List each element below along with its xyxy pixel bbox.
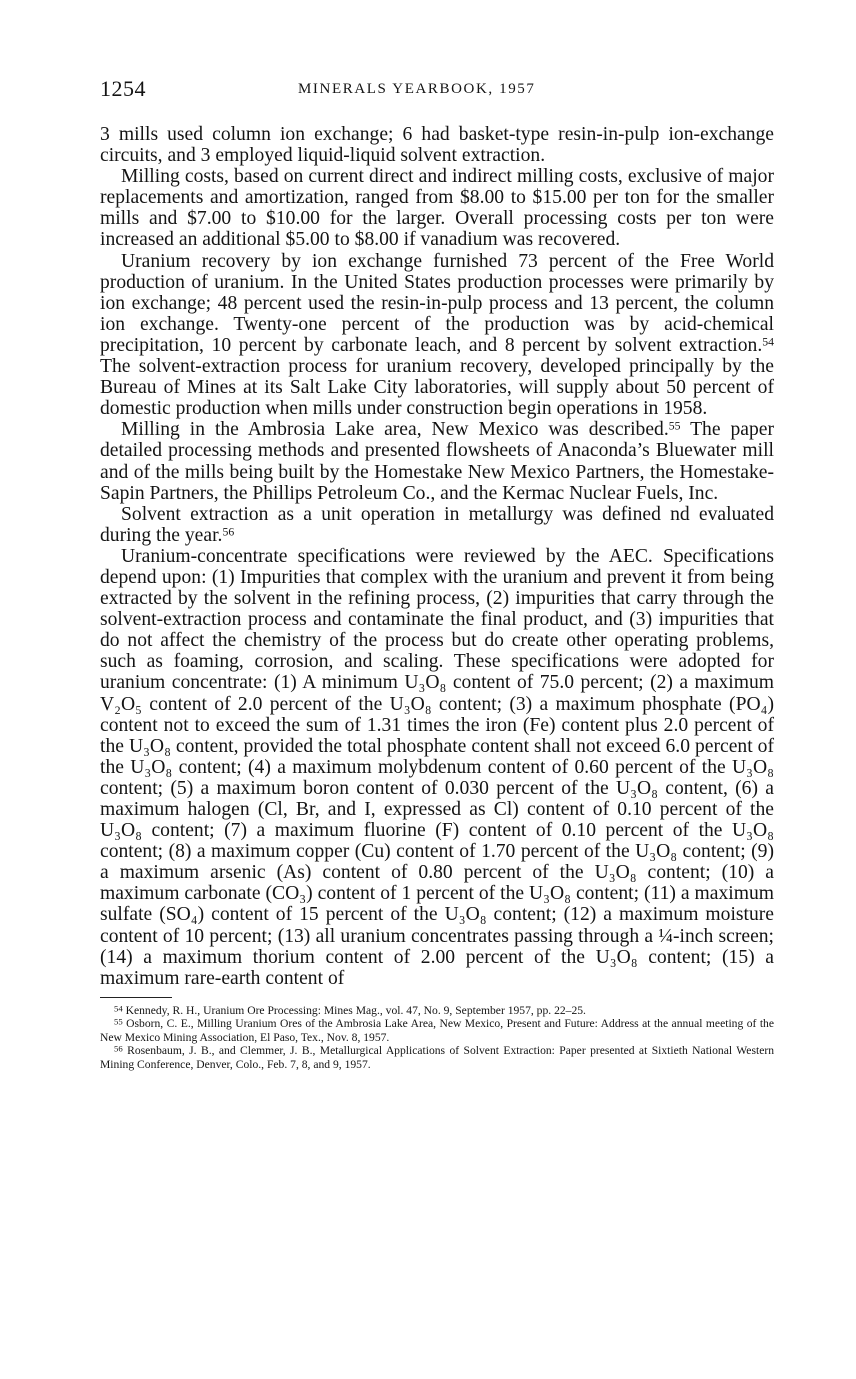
footnote-55-text: Osborn, C. E., Milling Uranium Ores of the Ambrosia Lake Area, New Mexico, Present and Future: Address at the annual meeting of the New Mexico Mining Association, El Paso, Tex., Nov. 8, 1957. <box>100 1017 774 1044</box>
paragraph-solvent-extraction-text: Solvent extraction as a unit operation in metallurgy was defined nd evaluated during the year. <box>100 503 774 546</box>
paragraph-uranium-recovery-text-2: The solvent-extraction process for uranium recovery, developed principally by the Bureau of Mines at its Salt Lake City laboratories, will supply about 50 percent of domestic production when mills under construction begin operations in 1958. <box>100 356 774 420</box>
footnote-54-text: Kennedy, R. H., Uranium Ore Processing: Mines Mag., vol. 47, No. 9, September 1957, pp. 22–25. <box>125 1003 586 1017</box>
paragraph-uranium-recovery-text: Uranium recovery by ion exchange furnished 73 percent of the Free World production of uranium. In the United States production processes were primarily by ion exchange; 48 percent used the resin-in-pulp process and 13 percent, the column ion exchange. Twenty-one percent of the production was by acid-chemical precipitation, 10 percent by carbonate leach, and 8 percent by solvent extraction. <box>100 250 774 356</box>
paragraph-milling-costs <box>100 166 774 250</box>
running-head: MINERALS YEARBOOK, 1957 <box>298 81 536 97</box>
footnote-56-text: Rosenbaum, J. B., and Clemmer, J. B., Metallurgical Applications of Solvent Extraction: Paper presented at Sixtieth National Western Mining Conference, Denver, Colo., Feb. 7, 8, and 9, 1957. <box>100 1044 774 1071</box>
paragraph-milling-costs-text: Milling costs, based on current direct and indirect milling costs, exclusive of major replacements and amortization, ranged from $8.00 to $15.00 per ton for the smaller mills and $7.00 to $10.00 for the larger. Overall processing costs per ton were increased an additional $5.00 to $8.00 if vanadium was recovered. <box>100 166 774 251</box>
paragraph-specifications <box>100 546 774 989</box>
paragraph-ambrosia-lake-text: Milling in the Ambrosia Lake area, New Mexico was described. <box>121 419 669 441</box>
paragraph-1 <box>100 124 774 166</box>
paragraph-solvent-extraction <box>100 504 774 546</box>
footnote-54 <box>100 1004 774 1018</box>
document-page <box>100 76 774 1071</box>
paragraph-uranium-recovery <box>100 251 774 420</box>
paragraph-ambrosia-lake-text-2: The paper detailed processing methods and presented flowsheets of Anaconda’s Bluewater mill and of the mills being built by the Homestake New Mexico Partners, the Homestake-Sapin Partners, the Phillips Petroleum Co., and the Kermac Nuclear Fuels, Inc. <box>100 419 775 504</box>
footnote-56 <box>100 1044 774 1071</box>
page-number: 1254 <box>100 76 146 101</box>
footnote-ref-55[interactable]: 55 <box>668 420 681 434</box>
footnote-divider <box>100 997 172 998</box>
paragraph-specifications-text: Uranium-concentrate specifications were reviewed by the AEC. Specifications depend upon: (1) Impurities that complex with the uranium and prevent it from being extracted by the solvent in the refining process, (2) impurities that carry through the solvent-extraction process and contaminate the final product, and (3) impurities that do not affect the chemistry of the process but do create other operating problems, such as foaming, corrosion, and scaling. These specifications were adopted for uranium concentrate: (1) A minimum U₃O₈ content of 75.0 percent; (2) a maximum V₂O₅ content of 2.0 percent of the U₃O₈ content; (3) a maximum phosphate (PO₄) content not to exceed the sum of 1.31 times the iron (Fe) content plus 2.0 percent of the U₃O₈ content, provided the total phosphate content shall not exceed 6.0 percent of the U₃O₈ content; (4) a maximum molybdenum content of 0.60 percent of the U₃O₈ content; (5) a maximum boron content of 0.030 percent of the U₃O₈ content, (6) a maximum halogen (Cl, Br, and I, expressed as Cl) content of 0.10 percent of the U₃O₈ content; (7) a maximum fluorine (F) content of 0.10 percent of the U₃O₈ content; (8) a maximum copper (Cu) content of 1.70 percent of the U₃O₈ content; (9) a maximum arsenic (As) content of 0.80 percent of the U₃O₈ content; (10) a maximum carbonate (CO₃) content of 1 percent of the U₃O₈ content; (11) a maximum sulfate (SO₄) content of 15 percent of the U₃O₈ content; (12) a maximum moisture content of 10 percent; (13) all uranium concentrates passing through a ¼-inch screen; (14) a maximum thorium content of 2.00 percent of the U₃O₈ content; (15) a maximum rare-earth content of <box>100 545 774 989</box>
footnote-56-mark: 56 <box>114 1043 123 1054</box>
footnote-55-mark: 55 <box>114 1016 123 1027</box>
body-text <box>100 124 774 989</box>
page-header <box>100 76 774 110</box>
paragraph-ambrosia-lake <box>100 419 774 503</box>
footnote-54-mark: 54 <box>114 1003 123 1014</box>
footnote-ref-56[interactable]: 56 <box>222 525 235 539</box>
paragraph-1-text: 3 mills used column ion exchange; 6 had basket-type resin-in-pulp ion-exchange circuits, and 3 employed liquid-liquid solvent extraction. <box>100 124 774 167</box>
footnotes <box>100 1004 774 1072</box>
footnote-55 <box>100 1017 774 1044</box>
footnote-ref-54[interactable]: 54 <box>762 335 774 349</box>
